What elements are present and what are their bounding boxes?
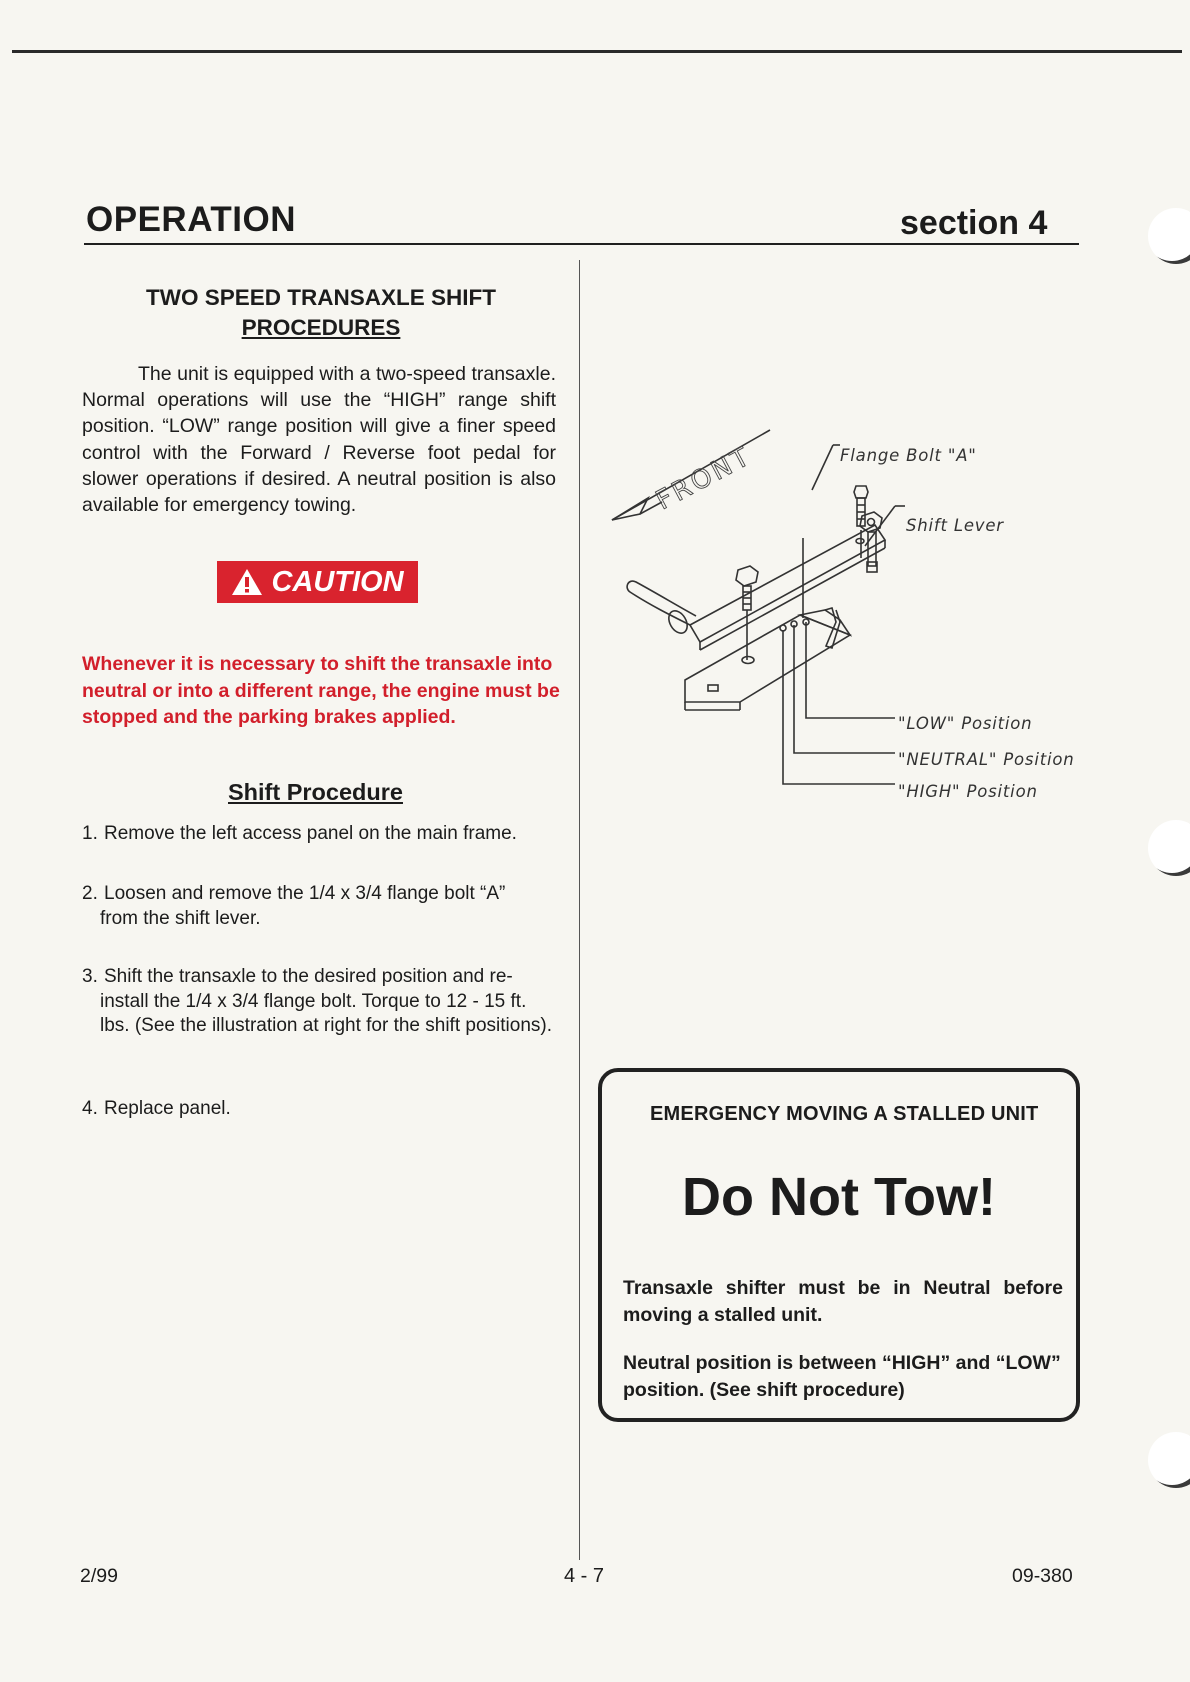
step-4 — [82, 1097, 562, 1122]
step-number: 1. — [82, 823, 98, 844]
step-text: Remove the left access panel on the main frame. — [104, 823, 517, 844]
flange-bolt-leader — [812, 445, 833, 490]
section-heading — [82, 283, 560, 343]
front-label: FRONT — [651, 440, 757, 517]
binder-hole — [1148, 208, 1190, 264]
top-rule — [12, 50, 1182, 53]
step-2 — [82, 882, 562, 931]
emergency-paragraph-1: Transaxle shifter must be in Neutral before moving a stalled unit. — [623, 1277, 1063, 1326]
binder-hole — [1148, 820, 1190, 876]
emergency-paragraph-2: Neutral position is between “HIGH” and “LOW” position. (See shift procedure) — [623, 1352, 1061, 1401]
do-not-tow-heading: Do Not Tow! — [682, 1167, 996, 1227]
section-heading-line1: TWO SPEED TRANSAXLE SHIFT — [145, 285, 496, 310]
caution-label: CAUTION — [271, 565, 404, 598]
high-leader — [783, 630, 895, 784]
footer-page-number: 4 - 7 — [564, 1565, 605, 1587]
step-text-continued: from the shift lever. — [100, 907, 261, 929]
step-text: Loosen and remove the 1/4 x 3/4 flange bolt “A” — [104, 883, 506, 904]
binder-hole — [1148, 1432, 1190, 1488]
neutral-leader — [794, 625, 895, 753]
column-divider — [579, 260, 580, 1560]
step-text: Replace panel. — [104, 1098, 231, 1119]
neutral-position-label: "NEUTRAL" Position — [898, 750, 1075, 769]
shift-procedure-heading: Shift Procedure — [228, 779, 403, 805]
footer-doc-number: 09-380 — [1012, 1565, 1073, 1587]
header-rule — [84, 243, 1079, 245]
high-position-label: "HIGH" Position — [898, 782, 1038, 801]
step-3 — [82, 965, 552, 1039]
shift-bracket-icon — [685, 538, 850, 710]
section-heading-line2: PROCEDURES — [241, 315, 401, 340]
flange-bolt-label: Flange Bolt "A" — [840, 446, 977, 465]
step-text: Shift the transaxle to the desired position and re- — [104, 966, 513, 987]
step-1 — [82, 822, 562, 847]
step-number: 4. — [82, 1098, 98, 1119]
intro-paragraph — [82, 361, 556, 518]
footer-date: 2/99 — [80, 1565, 118, 1587]
step-number: 3. — [82, 966, 98, 987]
low-leader — [806, 622, 895, 718]
warning-text: Whenever it is necessary to shift the transaxle into neutral or into a different range, the engine must be stopped and the parking brakes applied. — [82, 653, 560, 728]
step-text-continued: install the 1/4 x 3/4 flange bolt. Torque to 12 - 15 ft. lbs. (See the illustration at right for the shift positions). — [100, 990, 552, 1036]
emergency-title: EMERGENCY MOVING A STALLED UNIT — [650, 1103, 1039, 1125]
warning-triangle-icon — [231, 567, 263, 597]
intro-text: The unit is equipped with a two-speed transaxle. Normal operations will use the “HIGH” range shift position. “LOW” range position will give a finer speed control with the Forward / Reverse foot pedal for slower operations if desired. A neutral position is also available for emergency towing. — [82, 363, 556, 517]
header-title-right: section 4 — [900, 204, 1048, 242]
caution-badge — [217, 561, 418, 603]
shift-lever-label: Shift Lever — [906, 516, 1004, 535]
step-number: 2. — [82, 883, 98, 904]
header-title-left: OPERATION — [86, 200, 296, 239]
low-position-label: "LOW" Position — [898, 714, 1033, 733]
